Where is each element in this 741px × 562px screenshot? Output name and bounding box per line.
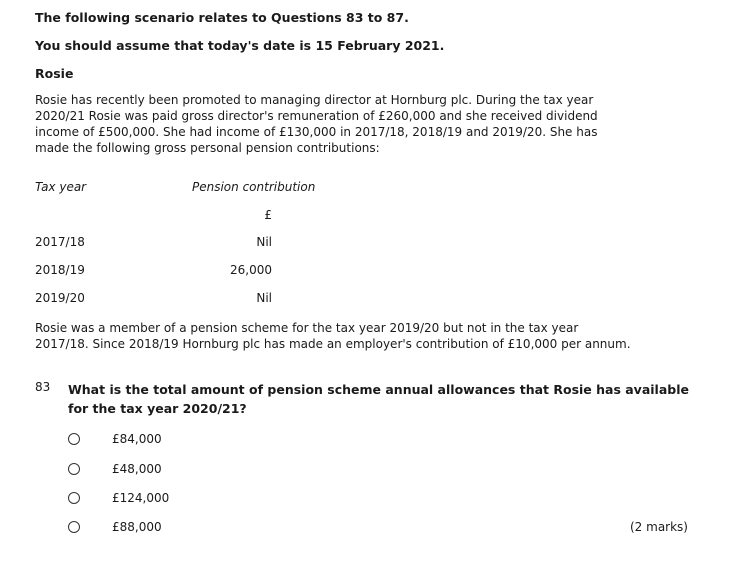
option-label[interactable]: £88,000 xyxy=(112,520,162,534)
scenario-paragraph xyxy=(35,92,598,156)
scenario-heading: The following scenario relates to Questions 83 to 87. xyxy=(35,10,409,25)
question-number: 83 xyxy=(35,380,51,394)
option-label[interactable]: £48,000 xyxy=(112,462,162,476)
table-row-year: 2019/20 xyxy=(35,291,85,305)
table-header-contribution: Pension contribution xyxy=(192,180,316,194)
question-line: What is the total amount of pension scheme annual allowances that Rosie has available xyxy=(68,382,689,397)
radio-button[interactable] xyxy=(68,492,80,504)
radio-button[interactable] xyxy=(68,463,80,475)
table-currency: £ xyxy=(264,208,272,222)
paragraph-line: income of £500,000. She had income of £130,000 in 2017/18, 2018/19 and 2019/20. She has xyxy=(35,125,598,139)
table-row-value: 26,000 xyxy=(230,263,272,277)
paragraph-line: made the following gross personal pension contributions: xyxy=(35,141,380,155)
date-note: You should assume that today's date is 15 February 2021. xyxy=(35,38,445,53)
table-row-year: 2017/18 xyxy=(35,235,85,249)
option-label[interactable]: £124,000 xyxy=(112,491,170,505)
question-text xyxy=(68,380,689,418)
table-row-value: Nil xyxy=(256,235,272,249)
table-header-year: Tax year xyxy=(35,180,87,194)
table-row-value: Nil xyxy=(256,291,272,305)
radio-button[interactable] xyxy=(68,521,80,533)
radio-button[interactable] xyxy=(68,433,80,445)
marks-label: (2 marks) xyxy=(630,520,688,534)
paragraph-line: Rosie has recently been promoted to managing director at Hornburg plc. During the tax year xyxy=(35,93,594,107)
table-row-year: 2018/19 xyxy=(35,263,85,277)
subject-name: Rosie xyxy=(35,66,74,81)
question-line: for the tax year 2020/21? xyxy=(68,401,247,416)
scenario-paragraph-2 xyxy=(35,320,631,352)
paragraph-line: 2020/21 Rosie was paid gross director's remuneration of £260,000 and she received dividend xyxy=(35,109,598,123)
option-label[interactable]: £84,000 xyxy=(112,432,162,446)
paragraph-line: 2017/18. Since 2018/19 Hornburg plc has made an employer's contribution of £10,000 per annum. xyxy=(35,337,631,351)
paragraph-line: Rosie was a member of a pension scheme for the tax year 2019/20 but not in the tax year xyxy=(35,321,579,335)
